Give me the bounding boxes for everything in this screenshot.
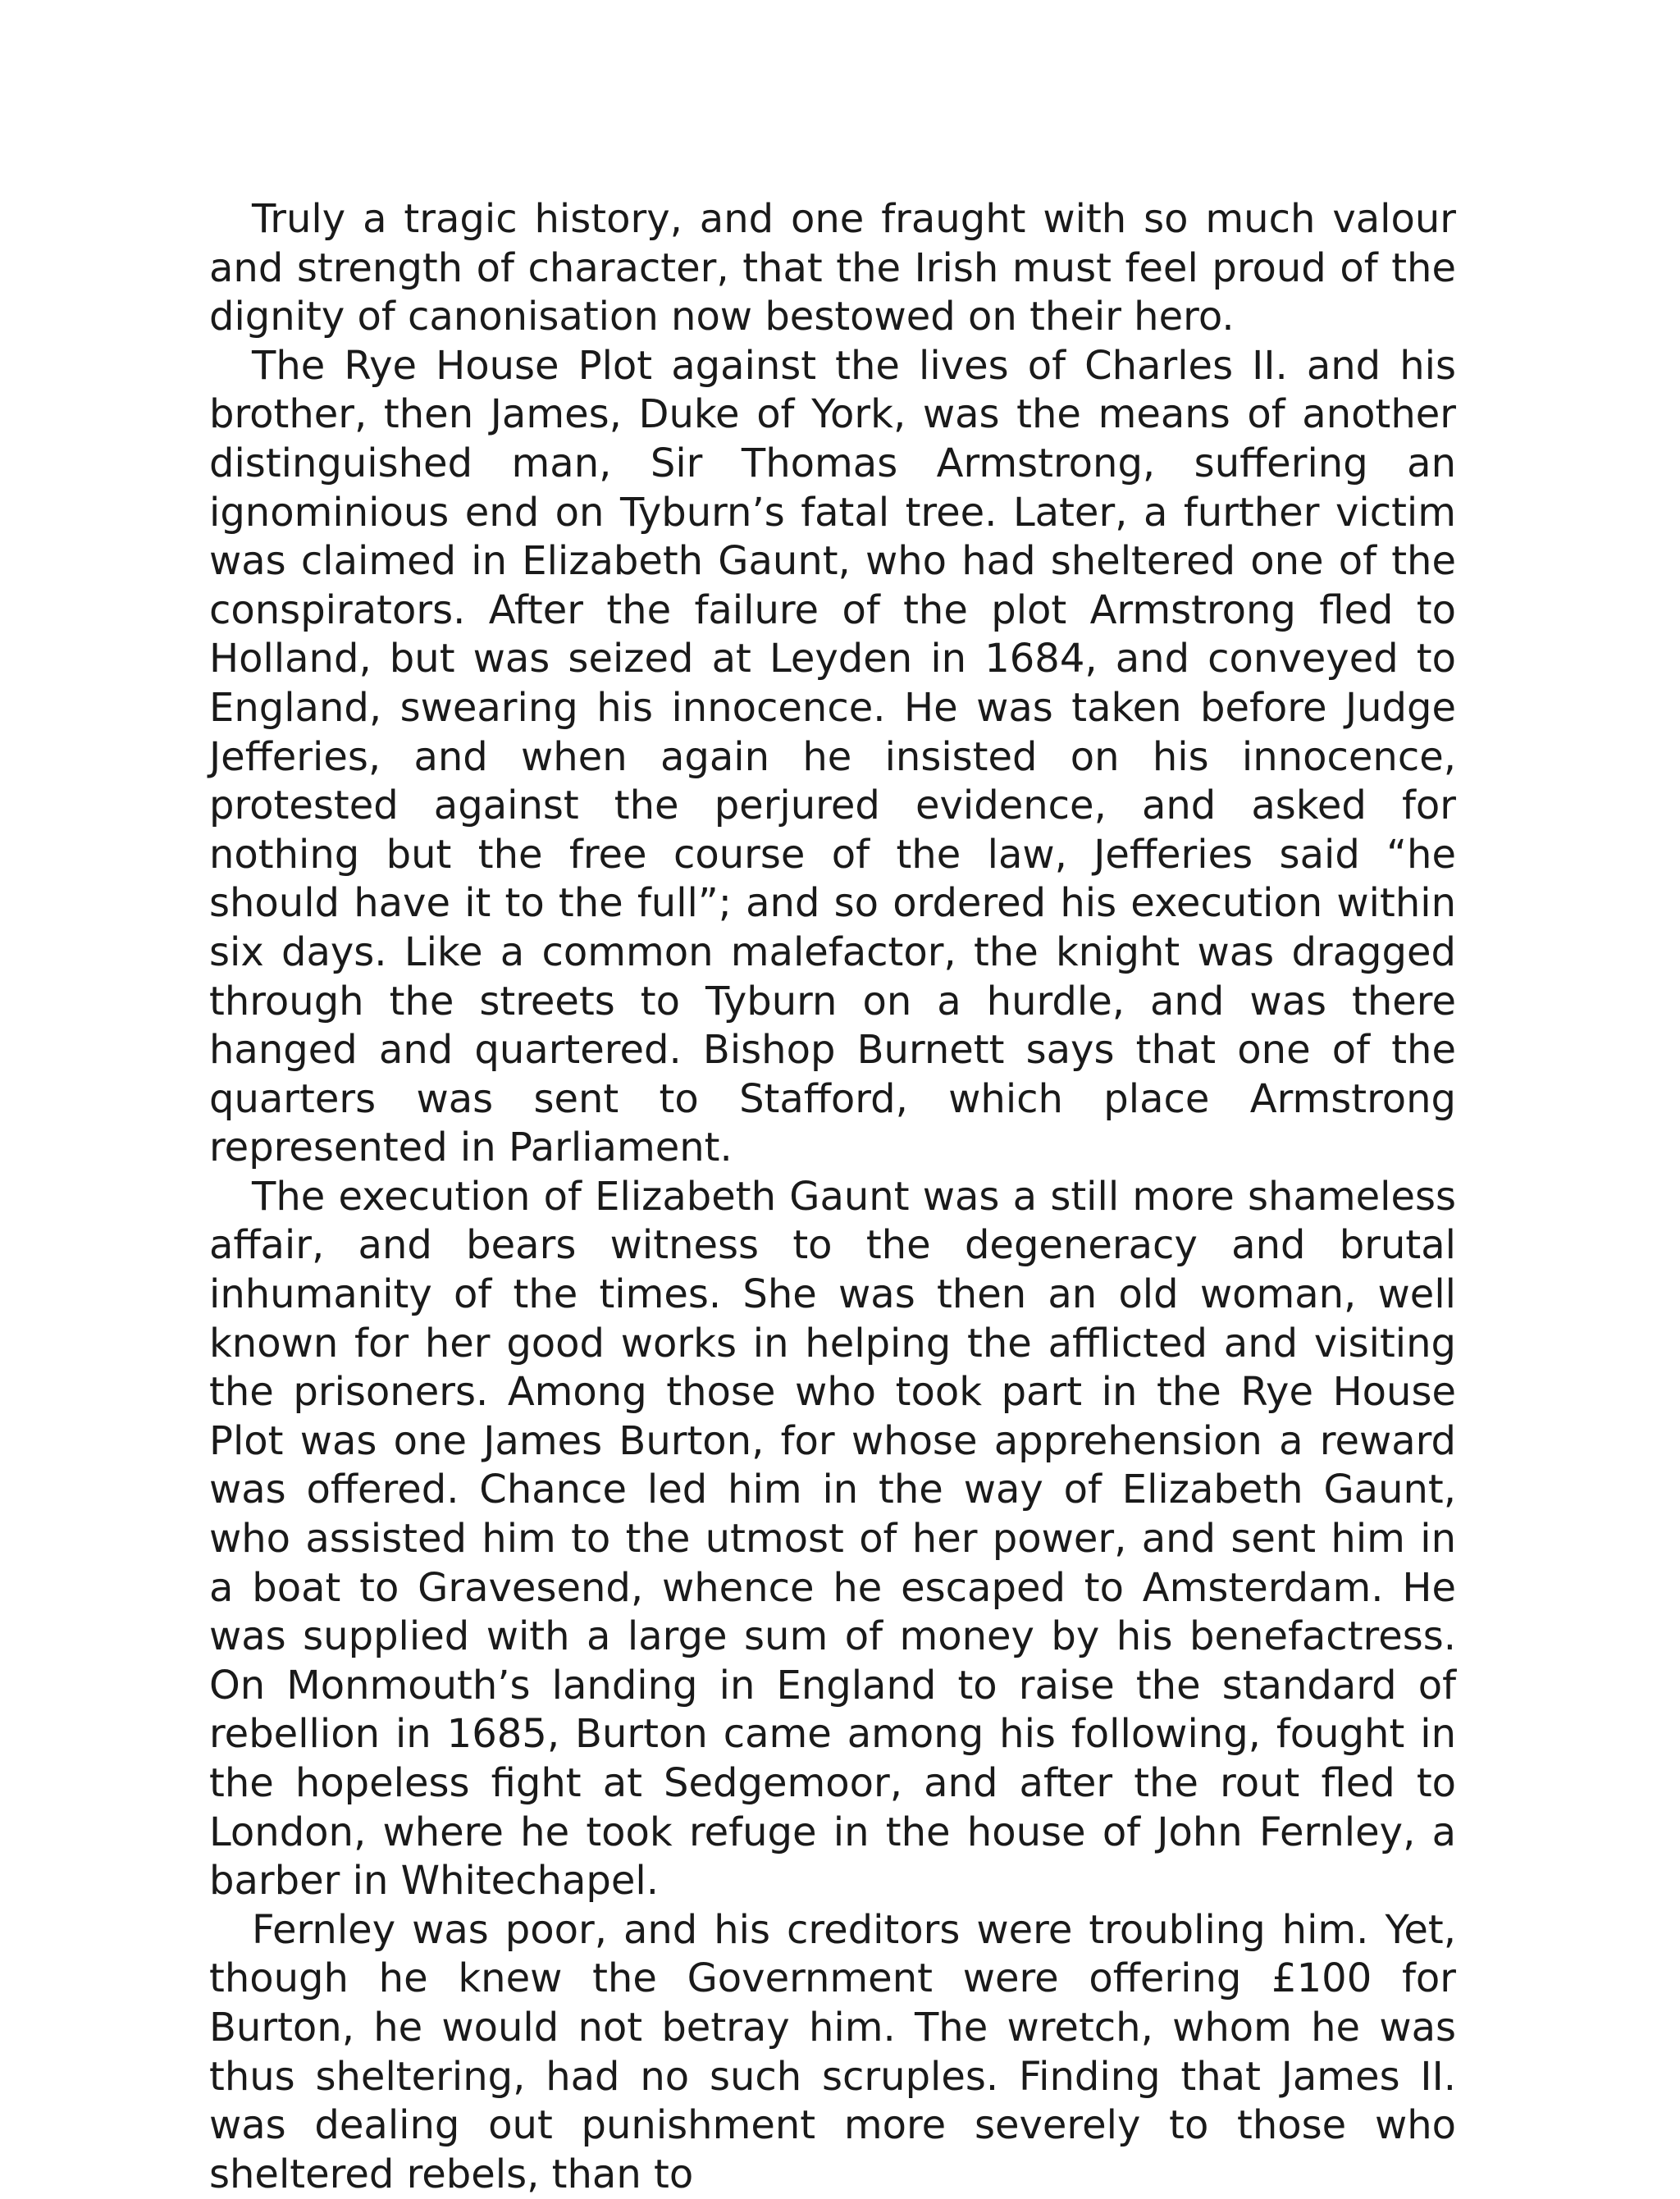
paragraph-3: The execution of Elizabeth Gaunt was a still more shameless affair, and bears witness to the degeneracy and brutal inhumanity of the times. She was then an old woman, well known for her good works in helping the afflicted and visiting the prisoners. Among those who took part in the Rye House Plot was one James Burton, for whose apprehension a reward was offered. Chance led him in the way of Elizabeth Gaunt, who assisted him to the utmost of her power, and sent him in a boat to Gravesend, whence he escaped to Amsterdam. He was supplied with a large sum of money by his benefactress. On Monmouth’s landing in England to raise the standard of rebellion in 1685, Burton came among his following, fought in the hopeless fight at Sedgemoor, and after the rout fled to London, where he took refuge in the house of John Fernley, a barber in Whitechapel. xyxy=(209,1173,1456,1905)
paragraph-1: Truly a tragic history, and one fraught with so much valour and strength of character, that the Irish must feel proud of the dignity of canonisation now bestowed on their hero. xyxy=(209,196,1456,340)
page-body xyxy=(209,195,1456,2199)
paragraph-4: Fernley was poor, and his creditors were troubling him. Yet, though he knew the Government were offering £100 for Burton, he would not betray him. The wretch, whom he was thus sheltering, had no such scruples. Finding that James II. was dealing out punishment more severely to those who sheltered rebels, than to xyxy=(209,1906,1456,2197)
paragraph-2: The Rye House Plot against the lives of Charles II. and his brother, then James, Duke of York, was the means of another distinguished man, Sir Thomas Armstrong, suffering an ignominious end on Tyburn’s fatal tree. Later, a further victim was claimed in Elizabeth Gaunt, who had sheltered one of the conspirators. After the failure of the plot Armstrong fled to Holland, but was seized at Leyden in 1684, and conveyed to England, swearing his innocence. He was taken before Judge Jefferies, and when again he insisted on his innocence, protested against the perjured evidence, and asked for nothing but the free course of the law, Jefferies said “he should have it to the full”; and so ordered his execution within six days. Like a common malefactor, the knight was dragged through the streets to Tyburn on a hurdle, and was there hanged and quartered. Bishop Burnett says that one of the quarters was sent to Stafford, which place Armstrong represented in Parliament. xyxy=(209,342,1456,1171)
